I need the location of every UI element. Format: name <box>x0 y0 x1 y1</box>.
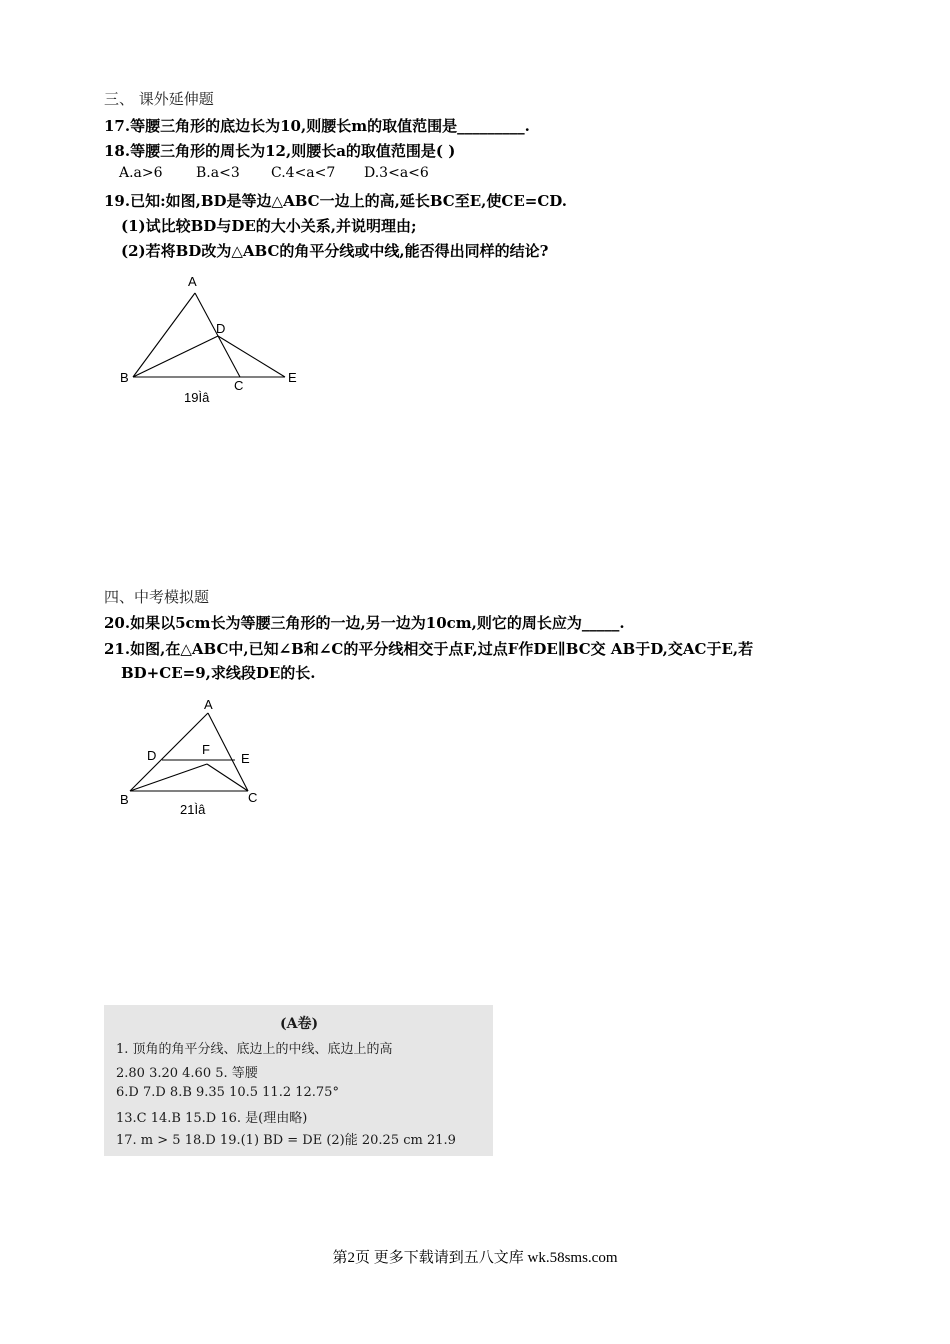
fig19-label-c: C <box>234 378 244 393</box>
question-19: 19.已知:如图,BD是等边△ABC一边上的高,延长BC至E,使CE=CD. <box>104 192 567 210</box>
fig21-label-c: C <box>248 790 258 805</box>
figure-19 <box>110 270 320 410</box>
option-b: B.a<3 <box>196 165 240 181</box>
option-a: A.a>6 <box>119 165 163 181</box>
fig21-label-e: E <box>241 751 250 766</box>
answer-line: 17. m > 5 18.D 19.(1) BD = DE (2)能 20.25 cm 21.9 <box>116 1133 456 1148</box>
section3-heading: 三、 课外延伸题 <box>104 90 214 108</box>
answer-line: 2.80 3.20 4.60 5. 等腰 <box>116 1066 258 1081</box>
fig19-label-a: A <box>188 274 197 289</box>
option-c: C.4<a<7 <box>271 165 336 181</box>
answer-line: 1. 顶角的角平分线、底边上的中线、底边上的高 <box>116 1042 393 1057</box>
fig21-label-f: F <box>202 742 210 757</box>
fig21-label-a: A <box>204 697 213 712</box>
answer-key-scan <box>104 1005 493 1156</box>
fig21-caption: 21Ìâ <box>180 802 206 817</box>
question-17: 17.等腰三角形的底边长为10,则腰长m的取值范围是_________. <box>104 117 530 135</box>
answer-line: 6.D 7.D 8.B 9.35 10.5 11.2 12.75° <box>116 1085 339 1100</box>
option-d: D.3<a<6 <box>364 165 429 181</box>
question-20: 20.如果以5cm长为等腰三角形的一边,另一边为10cm,则它的周长应为_____. <box>104 614 625 632</box>
fig19-caption: 19Ìâ <box>184 390 210 405</box>
fig19-label-d: D <box>216 321 226 336</box>
fig19-label-e: E <box>288 370 297 385</box>
question-21-line1: 21.如图,在△ABC中,已知∠B和∠C的平分线相交于点F,过点F作DE∥BC交 AB于D,交AC于E,若 <box>104 640 754 658</box>
question-19-part2: (2)若将BD改为△ABC的角平分线或中线,能否得出同样的结论? <box>121 242 549 260</box>
question-18: 18.等腰三角形的周长为12,则腰长a的取值范围是( ) <box>104 142 456 160</box>
page-footer: 第2页 更多下载请到五八文库 wk.58sms.com <box>332 1250 618 1266</box>
answer-key-title: (A卷) <box>280 1016 319 1032</box>
fig19-label-b: B <box>120 370 129 385</box>
fig21-label-b: B <box>120 792 129 807</box>
answer-line: 13.C 14.B 15.D 16. 是(理由略) <box>116 1111 308 1126</box>
fig21-label-d: D <box>147 748 157 763</box>
question-21-line2: BD+CE=9,求线段DE的长. <box>121 664 316 682</box>
question-19-part1: (1)试比较BD与DE的大小关系,并说明理由; <box>121 217 417 235</box>
section4-heading: 四、中考模拟题 <box>104 588 210 606</box>
figure-21 <box>110 695 280 825</box>
